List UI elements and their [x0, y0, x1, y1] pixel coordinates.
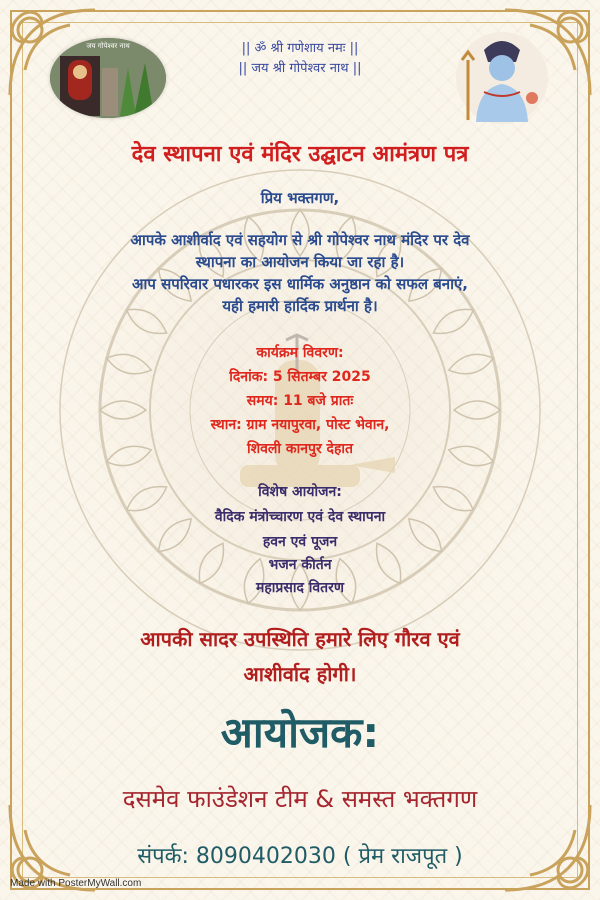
contact-info: संपर्क: 8090402030 ( प्रेम राजपूत )	[137, 844, 463, 869]
temple-photo-label: जय गोपेश्वर नाथ	[86, 42, 130, 50]
body-line: स्थापना का आयोजन किया जा रहा है।	[195, 253, 405, 271]
greeting: प्रिय भक्तगण,	[260, 189, 340, 207]
watermark: Made with PosterMyWall.com	[10, 878, 142, 889]
program-place-line2: शिवली कानपुर देहात	[246, 441, 354, 457]
special-item: हवन एवं पूजन	[262, 534, 338, 550]
body-line: आपके आशीर्वाद एवं सहयोग से श्री गोपेश्वर नाथ मंदिर पर देव	[130, 231, 470, 249]
organizer-name: दसमेव फाउंडेशन टीम & समस्त भक्तगण	[122, 785, 478, 813]
special-item: महाप्रसाद वितरण	[255, 580, 345, 596]
body-line: आप सपरिवार पधारकर इस धार्मिक अनुष्ठान को सफल बनाएं,	[132, 275, 468, 293]
page-title: देव स्थापना एवं मंदिर उद्घाटन आमंत्रण पत्र	[131, 142, 469, 167]
organizer-label: आयोजक:	[220, 708, 380, 757]
program-place-line1: स्थान: ग्राम नयापुरवा, पोस्ट भेवान,	[210, 417, 390, 433]
special-item: वैदिक मंत्रोच्चारण एवं देव स्थापना	[214, 509, 386, 525]
program-time: समय: 11 बजे प्रातः	[246, 393, 354, 409]
body-line: यही हमारी हार्दिक प्रार्थना है।	[222, 297, 378, 315]
program-date: दिनांक: 5 सितम्बर 2025	[229, 369, 371, 385]
mantra-ganesh: || ॐ श्री गणेशाय नमः ||	[241, 41, 359, 56]
special-item: भजन कीर्तन	[268, 557, 332, 573]
special-heading: विशेष आयोजन:	[258, 484, 342, 500]
closing-line1: आपकी सादर उपस्थिति हमारे लिए गौरव एवं	[140, 627, 460, 651]
closing-line2: आशीर्वाद होगी।	[243, 662, 357, 686]
program-heading: कार्यक्रम विवरण:	[256, 345, 344, 361]
mantra-gopeshwar: || जय श्री गोपेश्वर नाथ ||	[238, 61, 362, 76]
